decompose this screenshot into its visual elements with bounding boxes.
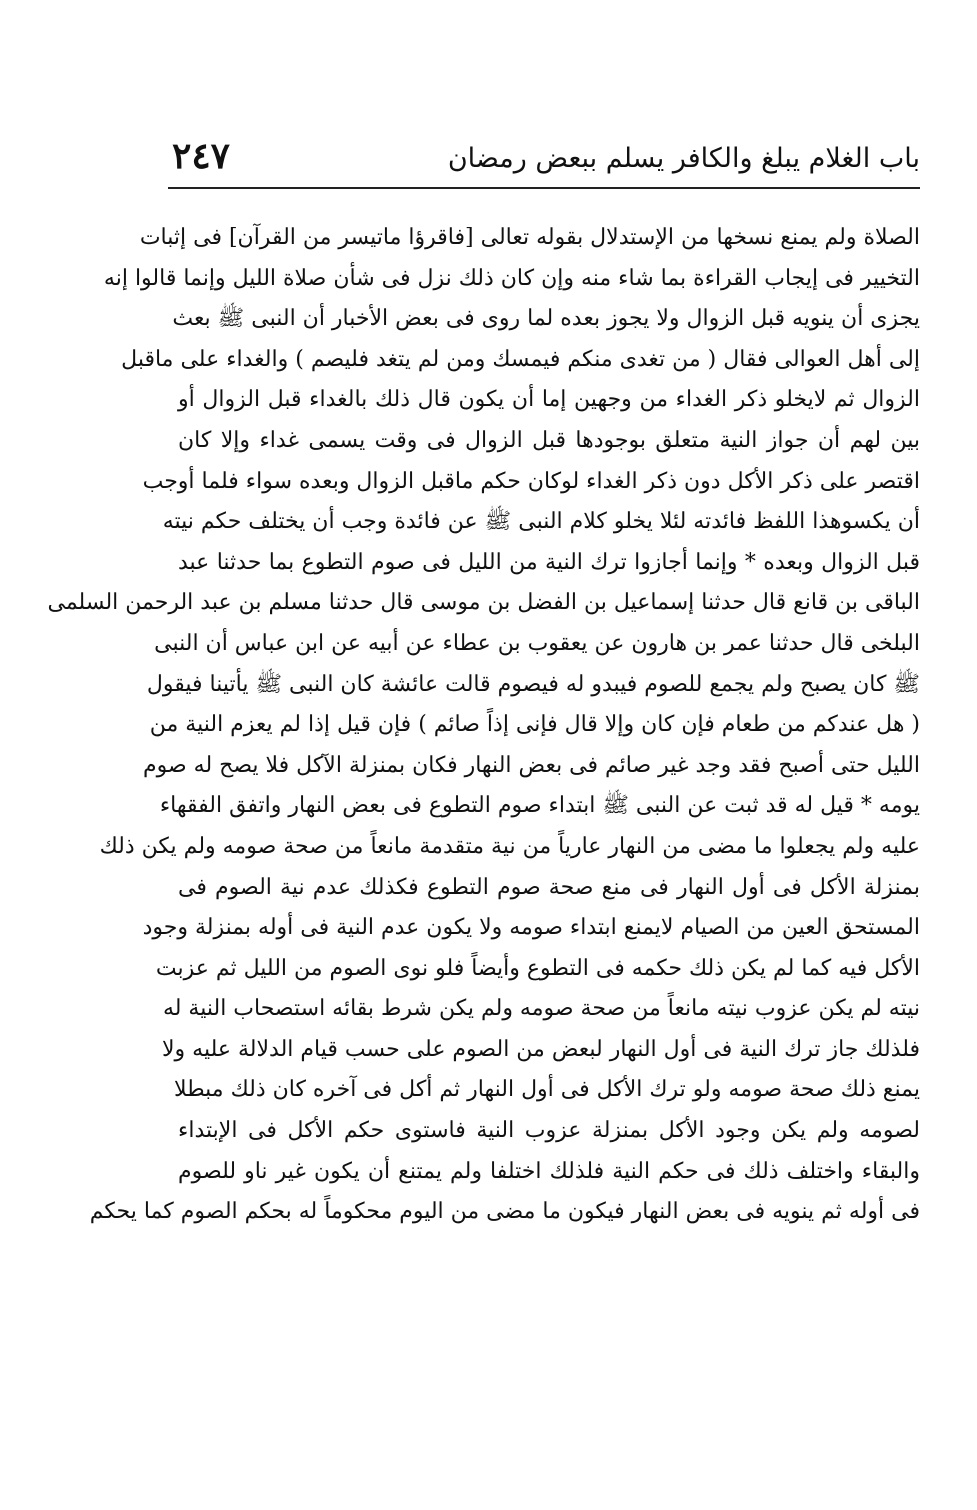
text-line: الصلاة ولم يمنع نسخها من الإستدلال بقوله تعالى [فاقرؤا ماتيسر من القرآن] فى إثبات xyxy=(139,225,920,250)
text-line: الليل حتى أصبح فقد وجد غير صائم فى بعض النهار فكان بمنزلة الآكل فلا يصح له صوم xyxy=(142,752,920,778)
text-line: والبقاء واختلف ذلك فى حكم النية فلذلك اختلفا ولم يمتنع أن يكون غير ناو للصوم xyxy=(178,1158,920,1184)
page-header xyxy=(160,135,920,187)
text-line: يمنع ذلك صحة صومه ولو ترك الأكل فى أول النهار ثم أكل فى آخره كان ذلك مبطلا xyxy=(173,1077,920,1103)
text-line: الزوال ثم لايخلو ذكر الغداء من وجهين إما أن يكون قال ذلك بالغداء قبل الزوال أو xyxy=(178,387,920,413)
text-line: يجزى أن ينويه قبل الزوال ولا يجوز بعده لما روى فى بعض الأخبار أن النبى ﷺ بعث xyxy=(172,306,920,332)
text-line: يومه * قيل له قد ثبت عن النبى ﷺ ابتداء صوم التطوع فى بعض النهار واتفق الفقهاء xyxy=(159,793,920,819)
body-text xyxy=(47,218,920,1233)
text-line: البلخى قال حدثنا عمر بن هارون عن يعقوب بن عطاء عن أبيه عن ابن عباس أن النبى xyxy=(154,630,920,656)
text-line: الباقى بن قانع قال حدثنا إسماعيل بن الفضل بن موسى قال حدثنا مسلم بن عبد الرحمن السلمى xyxy=(47,590,920,616)
text-line: التخيير فى إيجاب القراءة بما شاء منه وإن كان ذلك نزل فى شأن صلاة الليل وإنما قالوا إنه xyxy=(103,265,920,291)
running-title: باب الغلام يبلغ والكافر يسلم ببعض رمضان xyxy=(447,143,920,174)
text-line: فلذلك جاز ترك النية فى أول النهار لبعض من الصوم على حسب قيام الدلالة عليه ولا xyxy=(162,1036,920,1062)
text-line: ( هل عندكم من طعام فإن كان وإلا قال فإنى إذاً صائم ) فإن قيل إذا لم يعزم النية من xyxy=(149,712,920,738)
text-line: عليه ولم يجعلوا ما مضى من النهار عارياً من نية متقدمة مانعاً من صحة صومه ولم يكن ذلك xyxy=(99,833,920,859)
text-line: المستحق العين من الصيام لايمنع ابتداء صومه ولا يكون عدم النية فى أوله بمنزلة وجود xyxy=(142,915,920,941)
text-line: نيته لم يكن عزوب نيته مانعاً من صحة صومه ولم يكن شرط بقائه استصحاب النية له xyxy=(162,996,920,1022)
text-line: إلى أهل العوالى فقال ( من تغدى منكم فيمسك ومن لم يتغد فليصم ) والغداء على ماقبل xyxy=(121,346,920,372)
text-line: بمنزلة الأكل فى أول النهار فى منع صحة صوم التطوع فكذلك عدم نية الصوم فى xyxy=(178,874,920,900)
text-line: اقتصر على ذكر الأكل دون ذكر الغداء لوكان حكم ماقبل الزوال وبعده سواء فلما أوجب xyxy=(142,468,920,494)
text-line: لصومه ولم يكن وجود الأكل بمنزلة عزوب النية فاستوى حكم الأكل فى الإبتداء xyxy=(178,1118,920,1144)
header-divider xyxy=(168,187,920,189)
text-line: فى أوله ثم ينويه فى بعض النهار فيكون ما مضى من اليوم محكوماً له بحكم الصوم كما يحكم xyxy=(89,1199,920,1225)
text-line: أن يكسوهذا اللفظ فائدته لئلا يخلو كلام النبى ﷺ عن فائدة وجب أن يختلف حكم نيته xyxy=(162,509,920,535)
text-line: الأكل فيه كما لم يكن ذلك حكمه فى التطوع وأيضاً فلو نوى الصوم من الليل ثم عزبت xyxy=(155,955,920,981)
page-number: ٢٤٧ xyxy=(172,135,231,177)
text-line: بين لهم أن جواز النية متعلق بوجودها قبل الزوال فى وقت يسمى غداء وإلا كان xyxy=(178,427,920,453)
text-line: ﷺ كان يصبح ولم يجمع للصوم فيبدو له فيصوم قالت عائشة كان النبى ﷺ يأتينا فيقول xyxy=(146,671,920,697)
text-line: قبل الزوال وبعده * وإنما أجازوا ترك النية من الليل فى صوم التطوع بما حدثنا عبد xyxy=(178,549,920,575)
